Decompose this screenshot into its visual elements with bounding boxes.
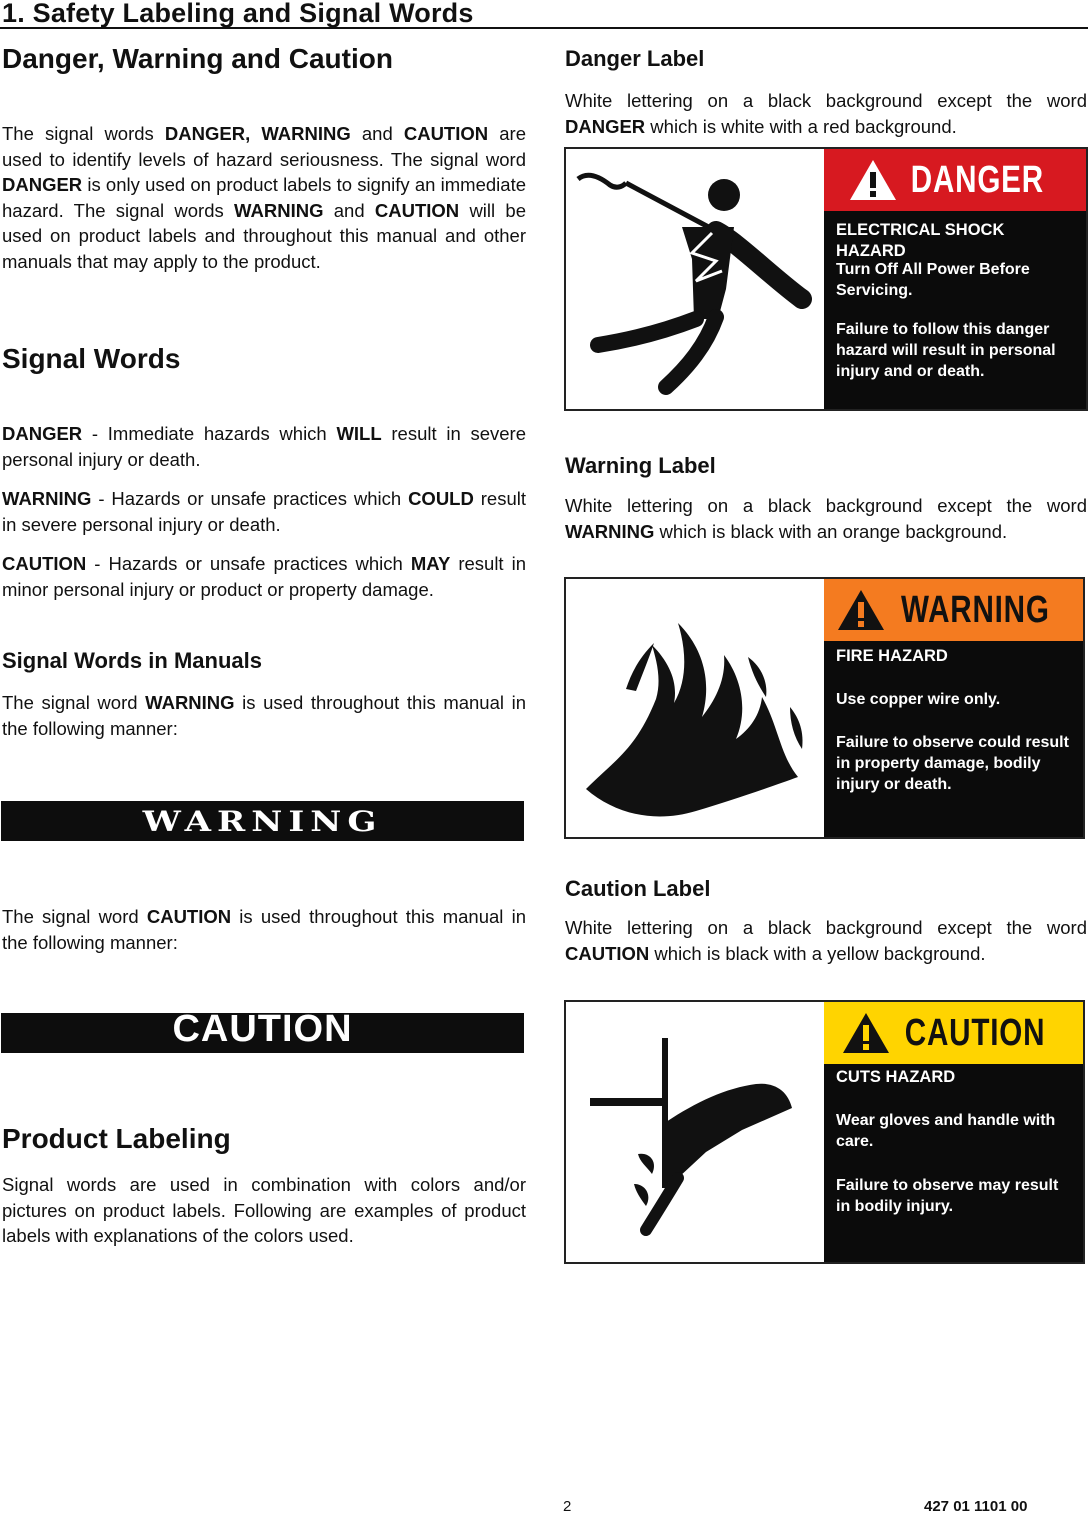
danger-hazard-title: ELECTRICAL SHOCK HAZARD: [836, 221, 1005, 260]
heading-warning-label: Warning Label: [565, 453, 716, 478]
definition-danger: DANGER - Immediate hazards which WILL result in severe personal injury or death.: [2, 423, 526, 470]
manual-warning-text: The signal word WARNING is used throughout this manual in the following manner:: [2, 692, 526, 739]
danger-label-example: [564, 147, 1088, 411]
document-number: 427 01 1101 00: [924, 1498, 1028, 1515]
warning-banner: [1, 801, 524, 841]
intro-paragraph: The signal words DANGER, WARNING and CAUTION are used to identify levels of hazard seriousness. The signal word DANGER is only used on product labels to signify an immediate hazard. The signal words WARNING and CAUTION will be used on product labels and throughout this manual and other manuals that may apply to the product.: [2, 123, 526, 272]
alert-triangle-icon: [836, 588, 886, 632]
manual-caution-text: The signal word CAUTION is used throughout this manual in the following manner:: [2, 906, 526, 953]
warning-signal-header: [824, 579, 1083, 641]
heading-danger-label: Danger Label: [565, 46, 705, 71]
warning-banner-text: WARNING: [142, 805, 383, 839]
warning-instruction: Use copper wire only.: [836, 691, 1001, 708]
page-number: 2: [563, 1498, 572, 1515]
caution-signal-word: CAUTION: [905, 1011, 1046, 1054]
section-rule: [0, 27, 1088, 29]
alert-triangle-icon: [841, 1011, 891, 1055]
cut-hand-icon: [566, 1002, 824, 1262]
warning-label-example: [564, 577, 1085, 839]
danger-signal-header: [824, 149, 1086, 211]
danger-instruction: Turn Off All Power Before Servicing.: [836, 261, 1030, 299]
heading-product-labeling: Product Labeling: [2, 1123, 231, 1154]
caution-consequence: Failure to observe may result in bodily injury.: [836, 1177, 1059, 1215]
heading-signal-words: Signal Words: [2, 343, 181, 374]
caution-label-panel: [824, 1002, 1083, 1262]
heading-caution-label: Caution Label: [565, 876, 711, 901]
caution-banner: [1, 1013, 524, 1053]
danger-signal-word: DANGER: [910, 158, 1044, 201]
section-title: 1. Safety Labeling and Signal Words: [2, 0, 474, 28]
electric-shock-icon: [566, 149, 824, 409]
heading-danger-warning-caution: Danger, Warning and Caution: [2, 43, 393, 74]
product-labeling-text: Signal words are used in combination with colors and/or pictures on product labels. Following are examples of product labels with explanations of the colors used.: [2, 1174, 526, 1246]
alert-triangle-icon: [848, 158, 898, 202]
danger-consequence: Failure to follow this danger hazard will result in personal injury and or death.: [836, 321, 1056, 380]
definition-caution: CAUTION - Hazards or unsafe practices which MAY result in minor personal injury or product or property damage.: [2, 553, 526, 600]
caution-label-description: White lettering on a black background except the word CAUTION which is black with a yellow background.: [565, 917, 1087, 964]
caution-label-example: [564, 1000, 1085, 1264]
caution-instruction: Wear gloves and handle with care.: [836, 1112, 1056, 1150]
warning-signal-word: WARNING: [901, 588, 1050, 631]
danger-label-panel: [824, 149, 1086, 409]
caution-banner-text: CAUTION: [172, 1013, 353, 1050]
definition-warning: WARNING - Hazards or unsafe practices which COULD result in severe personal injury or death.: [2, 488, 526, 535]
warning-label-description: White lettering on a black background except the word WARNING which is black with an orange background.: [565, 495, 1087, 542]
caution-hazard-title: CUTS HAZARD: [836, 1068, 956, 1086]
warning-label-panel: [824, 579, 1083, 837]
warning-hazard-title: FIRE HAZARD: [836, 647, 948, 665]
caution-signal-header: [824, 1002, 1083, 1064]
fire-icon: [566, 579, 824, 837]
warning-consequence: Failure to observe could result in property damage, bodily injury or death.: [836, 734, 1069, 793]
danger-label-description: White lettering on a black background except the word DANGER which is white with a red background.: [565, 90, 1087, 137]
heading-signal-words-manuals: Signal Words in Manuals: [2, 648, 262, 673]
